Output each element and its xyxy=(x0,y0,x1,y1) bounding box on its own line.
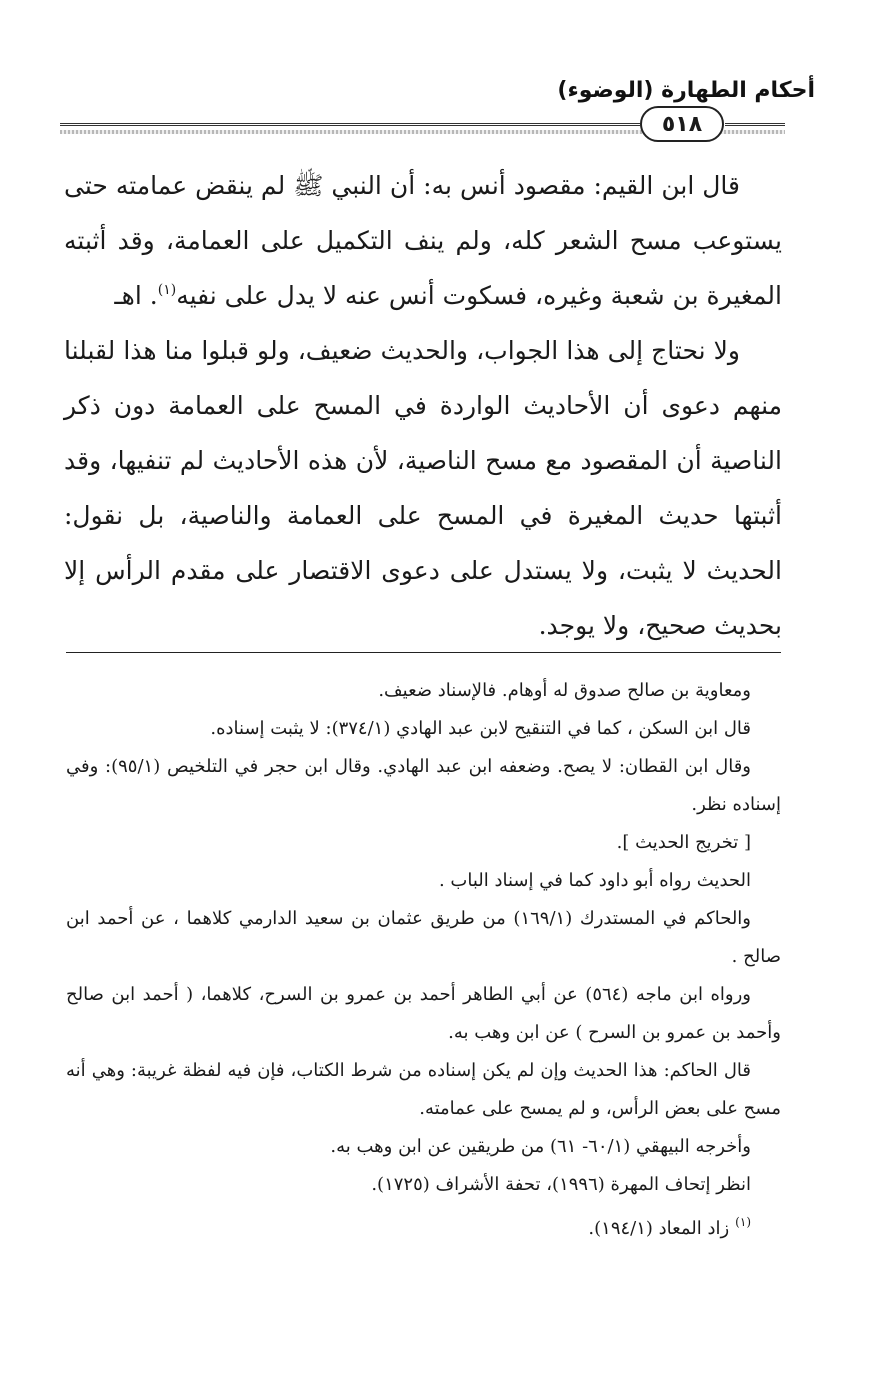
footnote-line: وقال ابن القطان: لا يصح. وضعفه ابن عبد الهادي. وقال ابن حجر في التلخيص (٩٥/١): وفي إسناده نظر. xyxy=(66,756,781,815)
main-paragraph-text: قال ابن القيم: مقصود أنس به: أن النبي ﷺ لم ينقض عمامته حتى يستوعب مسح الشعر كله، ولم ينف التكميل على العمامة، وقد أثبته المغيرة بن شعبة وغيره، فسكوت أنس عنه لا يدل على نفيه xyxy=(64,171,782,310)
book-title: أحكام الطهارة (الوضوء) xyxy=(557,78,815,103)
header-rule-left xyxy=(60,123,640,126)
footnote-marker: (١) xyxy=(735,1215,751,1229)
header-rule-right xyxy=(725,123,785,126)
footnote-line: والحاكم في المستدرك (١٦٩/١) من طريق عثمان بن سعيد الدارمي كلاهما ، عن أحمد ابن صالح . xyxy=(66,908,781,967)
footnote-line: قال ابن السكن ، كما في التنقيح لابن عبد الهادي (٣٧٤/١): لا يثبت إسناده. xyxy=(210,718,751,739)
footnote-line: ومعاوية بن صالح صدوق له أوهام. فالإسناد ضعيف. xyxy=(378,680,751,701)
main-text xyxy=(64,158,782,653)
footnote-separator xyxy=(66,652,781,653)
footnote-line: ورواه ابن ماجه (٥٦٤) عن أبي الطاهر أحمد بن عمرو بن السرح، كلاهما، ( أحمد ابن صالح وأحمد بن عمرو بن السرح ) عن ابن وهب به. xyxy=(66,984,781,1043)
footnote-line: قال الحاكم: هذا الحديث وإن لم يكن إسناده من شرط الكتاب، فإن فيه لفظة غريبة: وهي أنه مسح على بعض الرأس، و لم يمسح على عمامته. xyxy=(66,1060,781,1119)
footnote-reference: (١) xyxy=(157,282,177,298)
main-paragraph: ولا نحتاج إلى هذا الجواب، والحديث ضعيف، ولو قبلوا منا هذا لقبلنا منهم دعوى أن الأحاديث الواردة في المسح على العمامة دون ذكر الناصية أن المقصود مع مسح الناصية، لأن هذه الأحاديث لم تنفيها، وقد أثبتها حديث المغيرة في المسح على العمامة والناصية، بل نقول: الحديث لا يثبت، ولا يستدل على دعوى الاقتصار على مقدم الرأس إلا بحديث صحيح، ولا يوجد. xyxy=(64,336,782,640)
main-paragraph-tail: . اهـ xyxy=(114,281,158,310)
footnote-line: انظر إتحاف المهرة (١٩٩٦)، تحفة الأشراف (١٧٢٥). xyxy=(371,1174,751,1195)
footnote-text: زاد المعاد (١٩٤/١). xyxy=(588,1218,730,1239)
page-number: ٥١٨ xyxy=(661,111,703,137)
footnote-line: الحديث رواه أبو داود كما في إسناد الباب . xyxy=(438,870,751,891)
footnotes xyxy=(66,672,781,1248)
footnote-entry xyxy=(66,1210,781,1248)
footnote-line: [ تخريج الحديث ]. xyxy=(616,832,751,853)
footnote-line: وأخرجه البيهقي (٦٠/١- ٦١) من طريقين عن ابن وهب به. xyxy=(330,1136,751,1157)
main-paragraph xyxy=(64,158,782,323)
page-number-badge xyxy=(640,106,724,142)
